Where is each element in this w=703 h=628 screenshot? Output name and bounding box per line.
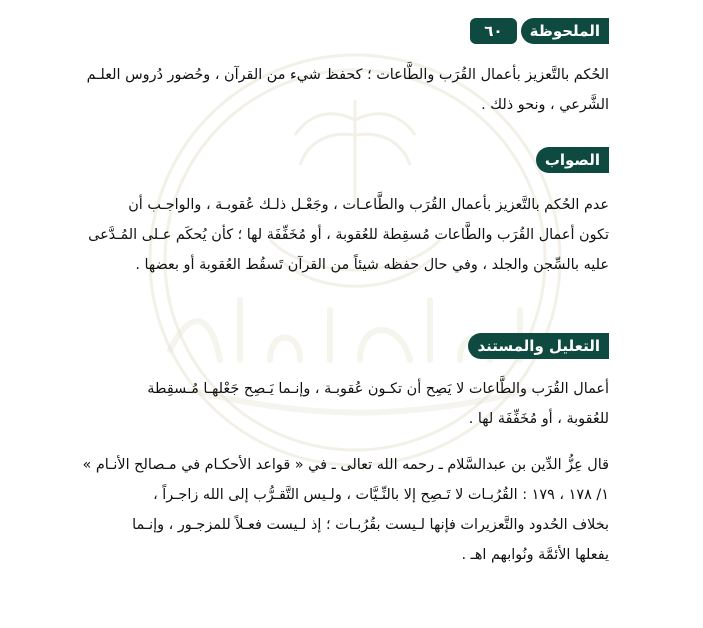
reasoning-header [468,333,609,359]
quote-line: بخلاف الحُدود والتَّعزيرات فإنها لـيست بقُرُبـات ؛ إذ لـيست فعـلاً للمزجـور ، وإنـما [132,517,609,533]
reasoning-line: أعمال القُرَب والطَّاعات لا يَصِح أن تكـون عُقوبـة ، وإنـما يَـصِح جَعْلهـا مُـسقِطة [147,381,609,397]
observation-line: الشَّرعي ، ونحو ذلك . [481,97,609,113]
correct-header [536,147,609,173]
correct-line: عدم الحُكم بالتَّعزيز بأعمال القُرَب والطَّاعـات ، وجَعْـل ذلـك عُقوبـة ، والواجـب أن [128,197,609,213]
observation-number-badge: ٦٠ [470,18,516,44]
quote-line: يفعلها الأئمَّة ونُوابهم اهـ . [461,547,609,563]
correct-label: الصواب [536,147,609,173]
correct-text [88,190,609,280]
reasoning-label: التعليل والمستند [468,333,609,359]
observation-line: الحُكم بالتَّعزيز بأعمال القُرَب والطَّاعات ؛ كحفظ شيء من القرآن ، وحُضور دُروس العلـم [86,67,609,83]
reasoning-quote [82,450,609,570]
reasoning-text [92,374,609,434]
correct-line: تكون أعمال القُرَب والطَّاعات مُسقِطة للعُقوبة ، أو مُخَفِّفَة لها ؛ كأن يُحكَم عـلى المُـدَّعى [88,227,609,243]
observation-text [86,60,609,120]
observation-label: الملحوظة [521,18,609,44]
reasoning-line: للعُقوبة ، أو مُخَفِّفَة لها . [468,411,609,427]
quote-line: قال عِزُّ الدِّين بن عبدالسَّلام ـ رحمه الله تعالى ـ في « قواعد الأحكـام في مـصالح الأنـام » [82,457,609,473]
quote-line: ١/ ١٧٨ ، ١٧٩ : القُرُبـات لا تَـصِح إلا بالنِّـيَّات ، ولـيس التَّقـرُّب إلى الله زاجـراً ، [153,487,609,503]
observation-header [470,18,609,44]
correct-line: عليه بالسِّجن والجلد ، وفي حال حفظه شيئاً من القرآن تَسقُط العُقوبة أو بعضها . [135,257,609,273]
page-content [82,0,609,628]
